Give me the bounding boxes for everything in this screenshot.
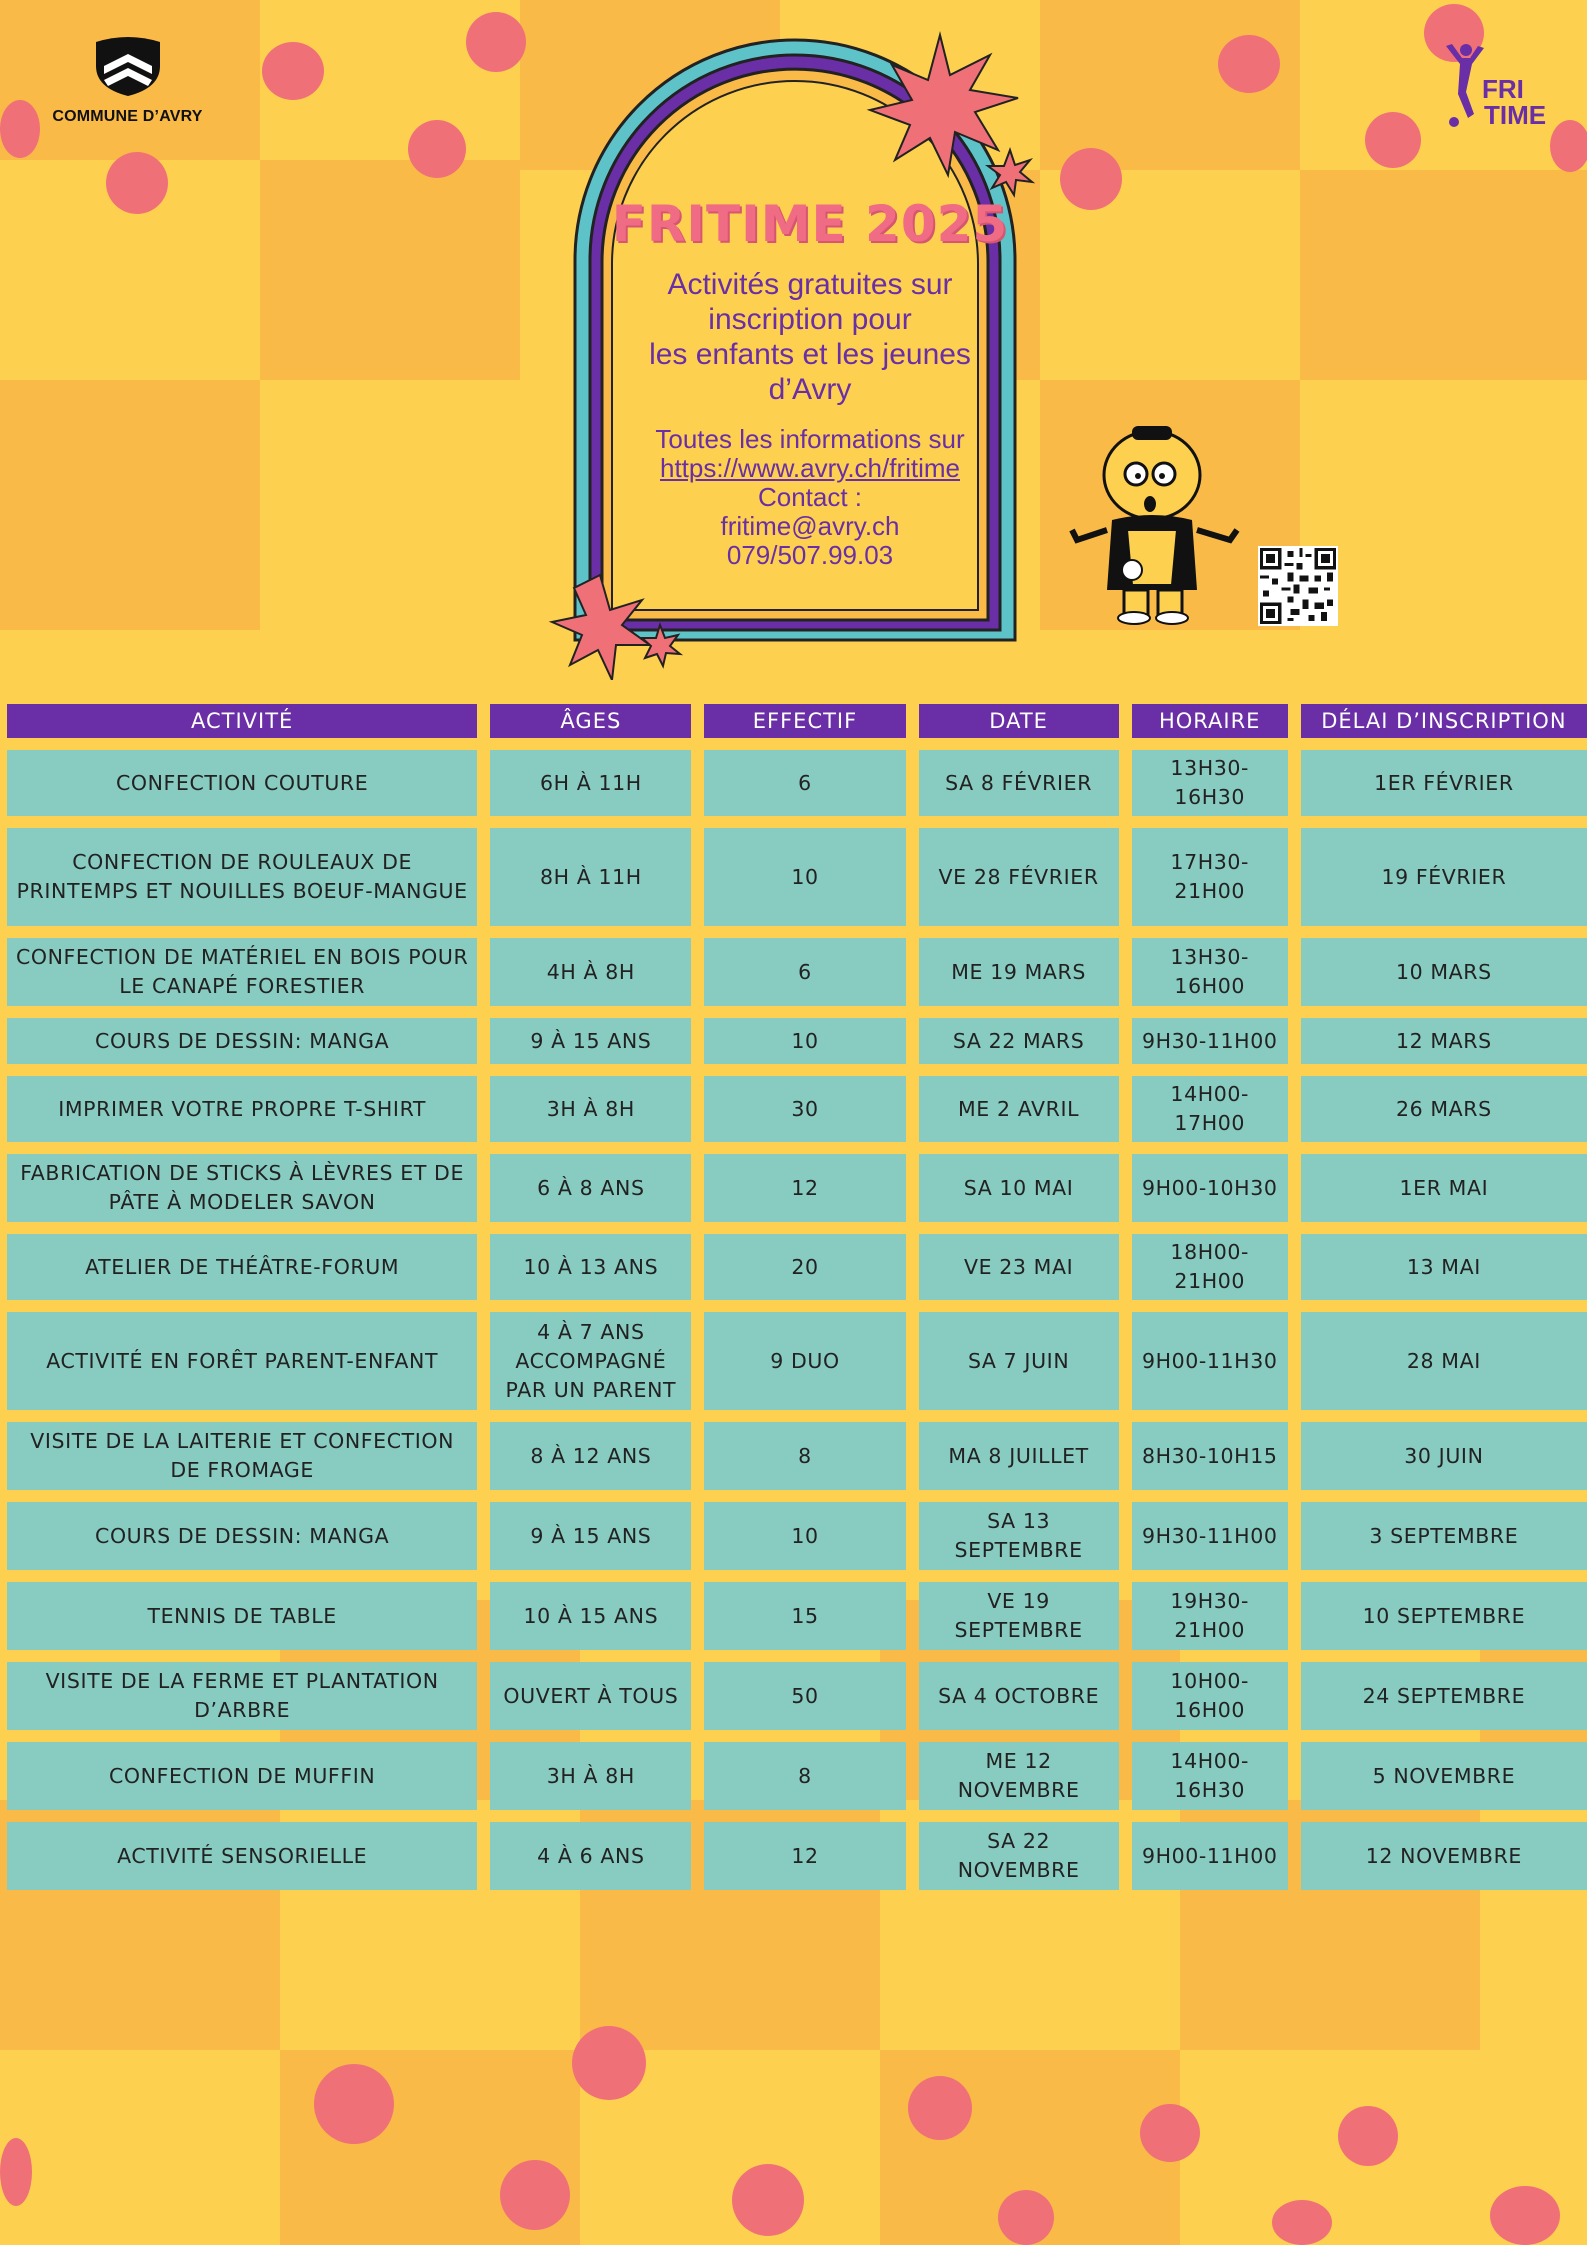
- date-cell: SA 10 MAI: [919, 1154, 1119, 1222]
- delai-cell: 12 MARS: [1301, 1018, 1587, 1064]
- subtitle-line: les enfants et les jeunes: [649, 338, 971, 371]
- delai-cell: 1ER MAI: [1301, 1154, 1587, 1222]
- delai-cell: 1ER FÉVRIER: [1301, 750, 1587, 816]
- effectif-cell: 20: [704, 1234, 905, 1300]
- arch-content: [610, 195, 1010, 570]
- ages-cell: OUVERT À TOUS: [490, 1662, 691, 1730]
- website-link[interactable]: https://www.avry.ch/fritime: [659, 453, 961, 483]
- ages-cell: 3H À 8H: [490, 1742, 691, 1810]
- column-header-delai: DÉLAI D’INSCRIPTION: [1301, 704, 1587, 738]
- horaire-cell: 14H00-16H30: [1132, 1742, 1288, 1810]
- effectif-cell: 8: [704, 1742, 905, 1810]
- delai-cell: 13 MAI: [1301, 1234, 1587, 1300]
- shield-icon: [92, 36, 164, 98]
- info-intro: Toutes les informations sur: [655, 424, 965, 454]
- activity-cell: IMPRIMER VOTRE PROPRE T-SHIRT: [7, 1076, 477, 1142]
- qr-code-icon: [1260, 548, 1336, 624]
- table-row: [7, 1662, 1587, 1730]
- effectif-cell: 50: [704, 1662, 905, 1730]
- table-header-row: [7, 704, 1587, 738]
- activity-cell: CONFECTION DE MATÉRIEL EN BOIS POUR LE CANAPÉ FORESTIER: [7, 938, 477, 1006]
- activity-cell: VISITE DE LA FERME ET PLANTATION D’ARBRE: [7, 1662, 477, 1730]
- effectif-cell: 10: [704, 1018, 905, 1064]
- ages-cell: 9 À 15 ANS: [490, 1502, 691, 1570]
- date-cell: MA 8 JUILLET: [919, 1422, 1119, 1490]
- horaire-cell: 9H30-11H00: [1132, 1018, 1288, 1064]
- date-cell: VE 23 MAI: [919, 1234, 1119, 1300]
- table-row: [7, 828, 1587, 926]
- table-row: [7, 1422, 1587, 1490]
- date-cell: ME 19 MARS: [919, 938, 1119, 1006]
- effectif-cell: 6: [704, 750, 905, 816]
- table-row: [7, 1076, 1587, 1142]
- column-header-horaire: HORAIRE: [1132, 704, 1288, 738]
- horaire-cell: 14H00-17H00: [1132, 1076, 1288, 1142]
- delai-cell: 10 SEPTEMBRE: [1301, 1582, 1587, 1650]
- horaire-cell: 18H00-21H00: [1132, 1234, 1288, 1300]
- activity-cell: ATELIER DE THÉÂTRE-FORUM: [7, 1234, 477, 1300]
- effectif-cell: 30: [704, 1076, 905, 1142]
- delai-cell: 5 NOVEMBRE: [1301, 1742, 1587, 1810]
- delai-cell: 10 MARS: [1301, 938, 1587, 1006]
- commune-logo: [40, 36, 215, 126]
- activity-cell: COURS DE DESSIN: MANGA: [7, 1502, 477, 1570]
- ages-cell: 3H À 8H: [490, 1076, 691, 1142]
- activity-cell: CONFECTION COUTURE: [7, 750, 477, 816]
- table-row: [7, 1742, 1587, 1810]
- date-cell: SA 22 MARS: [919, 1018, 1119, 1064]
- effectif-cell: 10: [704, 828, 905, 926]
- effectif-cell: 6: [704, 938, 905, 1006]
- date-cell: SA 4 OCTOBRE: [919, 1662, 1119, 1730]
- horaire-cell: 13H30-16H30: [1132, 750, 1288, 816]
- table-row: [7, 1312, 1587, 1410]
- activity-cell: VISITE DE LA LAITERIE ET CONFECTION DE FROMAGE: [7, 1422, 477, 1490]
- commune-name: COMMUNE D’AVRY: [52, 108, 203, 125]
- ages-cell: 4 À 6 ANS: [490, 1822, 691, 1890]
- subtitle-line: d’Avry: [768, 373, 852, 406]
- table-row: [7, 938, 1587, 1006]
- email-link[interactable]: fritime@avry.ch: [720, 511, 900, 541]
- effectif-cell: 9 DUO: [704, 1312, 905, 1410]
- ages-cell: 10 À 13 ANS: [490, 1234, 691, 1300]
- contact-info: [610, 425, 1010, 570]
- date-cell: ME 12 NOVEMBRE: [919, 1742, 1119, 1810]
- ages-cell: 9 À 15 ANS: [490, 1018, 691, 1064]
- effectif-cell: 12: [704, 1822, 905, 1890]
- delai-cell: 28 MAI: [1301, 1312, 1587, 1410]
- ages-cell: 10 À 15 ANS: [490, 1582, 691, 1650]
- effectif-cell: 10: [704, 1502, 905, 1570]
- table-row: [7, 1018, 1587, 1064]
- page-title: FRITIME 2025: [611, 195, 1009, 253]
- table-row: [7, 1154, 1587, 1222]
- mascot-illustration: [1052, 420, 1262, 630]
- date-cell: ME 2 AVRIL: [919, 1076, 1119, 1142]
- ages-cell: 6H À 11H: [490, 750, 691, 816]
- column-header-activite: ACTIVITÉ: [7, 704, 477, 738]
- ages-cell: 6 À 8 ANS: [490, 1154, 691, 1222]
- subtitle-line: Activités gratuites sur: [667, 268, 953, 301]
- table-row: [7, 1502, 1587, 1570]
- date-cell: SA 22 NOVEMBRE: [919, 1822, 1119, 1890]
- delai-cell: 24 SEPTEMBRE: [1301, 1662, 1587, 1730]
- date-cell: SA 7 JUIN: [919, 1312, 1119, 1410]
- delai-cell: 12 NOVEMBRE: [1301, 1822, 1587, 1890]
- ages-cell: 8 À 12 ANS: [490, 1422, 691, 1490]
- subtitle: [610, 267, 1010, 407]
- horaire-cell: 17H30-21H00: [1132, 828, 1288, 926]
- effectif-cell: 12: [704, 1154, 905, 1222]
- fritime-logo-line2: TIME: [1484, 100, 1547, 130]
- fritime-logo: [1440, 42, 1550, 132]
- activity-cell: FABRICATION DE STICKS À LÈVRES ET DE PÂTE À MODELER SAVON: [7, 1154, 477, 1222]
- horaire-cell: 8H30-10H15: [1132, 1422, 1288, 1490]
- activities-table: [0, 692, 1587, 1902]
- effectif-cell: 15: [704, 1582, 905, 1650]
- activity-cell: ACTIVITÉ SENSORIELLE: [7, 1822, 477, 1890]
- table-row: [7, 1822, 1587, 1890]
- ages-cell: 8H À 11H: [490, 828, 691, 926]
- date-cell: VE 28 FÉVRIER: [919, 828, 1119, 926]
- date-cell: SA 13 SEPTEMBRE: [919, 1502, 1119, 1570]
- delai-cell: 3 SEPTEMBRE: [1301, 1502, 1587, 1570]
- activity-cell: TENNIS DE TABLE: [7, 1582, 477, 1650]
- horaire-cell: 19H30-21H00: [1132, 1582, 1288, 1650]
- horaire-cell: 13H30-16H00: [1132, 938, 1288, 1006]
- horaire-cell: 10H00-16H00: [1132, 1662, 1288, 1730]
- contact-label: Contact :: [757, 482, 863, 512]
- activity-cell: CONFECTION DE ROULEAUX DE PRINTEMPS ET NOUILLES BOEUF-MANGUE: [7, 828, 477, 926]
- date-cell: SA 8 FÉVRIER: [919, 750, 1119, 816]
- ages-cell: 4 À 7 ANS ACCOMPAGNÉ PAR UN PARENT: [490, 1312, 691, 1410]
- qr-code[interactable]: [1258, 546, 1338, 626]
- date-cell: VE 19 SEPTEMBRE: [919, 1582, 1119, 1650]
- column-header-effectif: EFFECTIF: [704, 704, 905, 738]
- horaire-cell: 9H00-10H30: [1132, 1154, 1288, 1222]
- phone-number: 079/507.99.03: [726, 540, 894, 570]
- fritime-logo-line1: FRI: [1482, 74, 1524, 104]
- column-header-date: DATE: [919, 704, 1119, 738]
- table-row: [7, 1582, 1587, 1650]
- table-row: [7, 1234, 1587, 1300]
- horaire-cell: 9H00-11H30: [1132, 1312, 1288, 1410]
- activity-cell: CONFECTION DE MUFFIN: [7, 1742, 477, 1810]
- delai-cell: 19 FÉVRIER: [1301, 828, 1587, 926]
- horaire-cell: 9H30-11H00: [1132, 1502, 1288, 1570]
- delai-cell: 30 JUIN: [1301, 1422, 1587, 1490]
- subtitle-line: inscription pour: [708, 303, 912, 336]
- delai-cell: 26 MARS: [1301, 1076, 1587, 1142]
- ages-cell: 4H À 8H: [490, 938, 691, 1006]
- column-header-ages: ÂGES: [490, 704, 691, 738]
- horaire-cell: 9H00-11H00: [1132, 1822, 1288, 1890]
- table-body: [7, 750, 1587, 1890]
- effectif-cell: 8: [704, 1422, 905, 1490]
- activity-cell: ACTIVITÉ EN FORÊT PARENT-ENFANT: [7, 1312, 477, 1410]
- table-row: [7, 750, 1587, 816]
- activity-cell: COURS DE DESSIN: MANGA: [7, 1018, 477, 1064]
